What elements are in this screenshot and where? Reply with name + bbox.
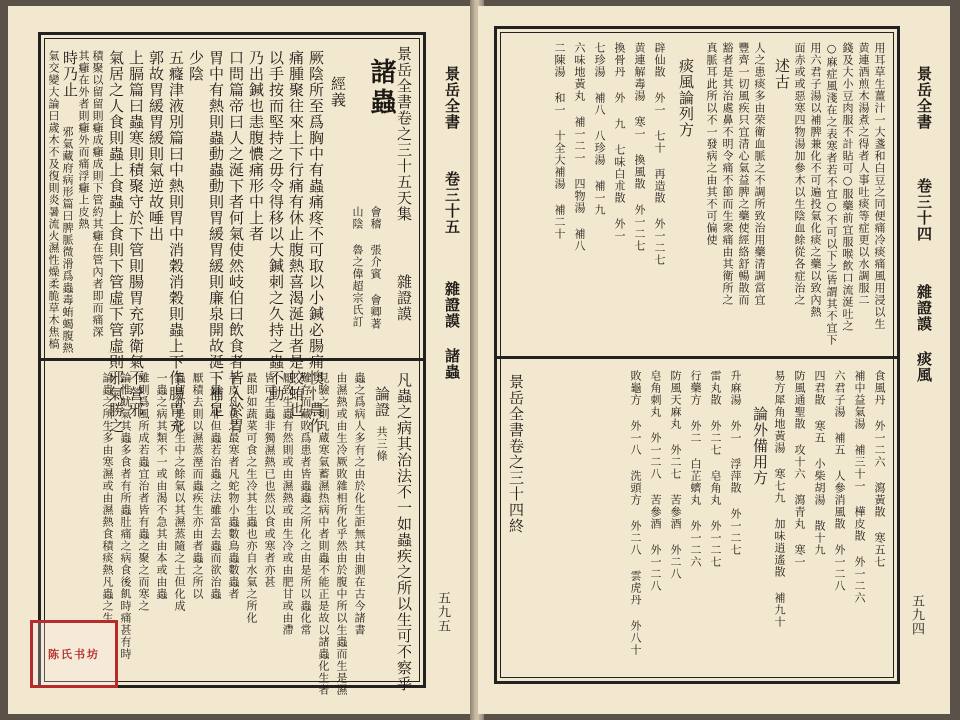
right-bottom-col-1: 食風丹 外一二六 瀉黃散 寒五七: [873, 370, 886, 568]
left-top-col-1: 厥陰所至爲胸中有蟲痛疼不可取以小鍼必腸痛懊忄農作: [307, 50, 325, 434]
left-top-col-12: 積聚以留留則癰成癰成則下管約其癰在管內者即而痛深: [91, 50, 104, 338]
left-top-col-14: 時乃止: [61, 50, 79, 98]
right-bottom-col-9: 雷丸散 外二七 皂角丸 外一二七: [709, 370, 722, 568]
right-top-subheading: 述古: [773, 58, 791, 90]
right-bottom-col-6: 易方犀角地黃湯 寒七九 加味逍遙散 補九十: [773, 370, 786, 628]
left-bottom-col-5: 厭致生蟲有然則或由濕熱或由生冷或由肥甘或由滯: [281, 372, 294, 636]
left-top-col-3: 以手按而堅持之毋令得移以大鍼刺之久持之蟲不動: [267, 50, 285, 402]
left-top-col-15: 邪氣藏府病形篇曰脾脈微滑爲蟲毒蛕蝎腹熱: [61, 126, 74, 354]
right-bottom-col-8: 升麻湯 外一 浮萍散 外一二七: [729, 370, 742, 556]
left-bottom-subheading: 論證: [373, 386, 391, 418]
right-margin-title: 景岳全書: [915, 66, 933, 130]
left-top-col-2: 痛腫聚往來上下行痛有休止腹熱喜渴涎出者是蛟蛕也: [287, 50, 305, 418]
left-margin-volume: 卷三十五: [443, 171, 461, 235]
right-bottom-col-10: 行藥方 外二 白芷蠐丸 外一二六: [689, 370, 702, 568]
left-top-col-7: 少陰: [187, 50, 205, 82]
left-margin-section: 雜證謨 諸蟲: [443, 281, 461, 380]
left-bottom-col-15: 論蟲之所生多由寒濕或由濕熱食積痰熱凡蟲之生: [101, 372, 114, 624]
right-bottom-col-12: 皂角刺丸 外一二八 苦參酒 外一二八: [649, 370, 662, 592]
right-top-col-6: 面赤或或惡寒四物湯加參木以生陰血餘從各症治之: [793, 42, 806, 306]
left-bottom-col-8: 手皮凡食之最寒者凡蛇物小蟲數鳥蟲數蟲者: [227, 372, 240, 600]
right-formula-col-5: 六味地黃丸 補一二一 四物湯 補八: [573, 42, 586, 252]
right-top-col-4: ○麻症風淺在之表寒者若不宜○不可以下之皆謂其不宜下: [825, 42, 838, 346]
left-top-col-10: 上膈篇曰蟲寒則積聚守於下管則腸胃充郭衛氣不營邪: [127, 50, 145, 418]
left-top-author-2: 山陰 魯之偉超宗氏訂: [351, 206, 364, 328]
right-formula-col-6: 二陳湯 和一 十全大補湯 補二十: [553, 42, 566, 240]
right-formula-col-1: 辟仙散 外一 七十 再造散 外一二七: [653, 42, 666, 266]
right-top-col-2: 黄連酒煎木湯煮之得者人事吐痰等症更以水調服二: [857, 42, 870, 306]
left-top-col-13: 其癰在外者則癰外而痛浮癰上皮熱: [77, 50, 90, 230]
right-formula-col-2: 黄連解毒湯 寒一 換風散 外一二七: [633, 42, 646, 252]
left-page-number: 五九五: [435, 591, 450, 633]
right-page: [478, 6, 950, 714]
right-margin-section: 雜證謨 痰風: [915, 284, 933, 383]
left-bottom-col-10: 厭積去則以濕蒸溼而蟲疾生亦由者蟲之所以: [191, 372, 204, 600]
left-bottom-col-11: 蟲留亦是化生中之餘氣以其濕蒸隨之土但化成: [173, 372, 186, 612]
left-bottom-col-2: 由濕熱或由生冷厥敗雜相所化乎然由於腹中所以生蟲而生是濕: [335, 372, 348, 696]
right-top-col-3: 錢及大小豆肉服不計貼可○服藥前宜服喉飲口流涎吐之: [841, 42, 854, 332]
left-bottom-col-1: 蟲之爲病人多有之由於化生詎無其由測在古今諸書: [353, 372, 366, 636]
left-bottom-first-column: 凡蟲之病其治法不一如蟲疾之所以生可不察乎: [395, 372, 413, 692]
left-top-col-5: 口問篇帝曰人之涎下者何氣使然岐伯曰飲食者皆入於胃: [227, 50, 245, 434]
left-top-header-suffix: 雜證謨: [395, 274, 413, 322]
left-margin-title: 景岳全書: [443, 66, 461, 130]
right-bottom-col-5: 防風通聖散 攻十六 瀉青丸 寒一: [793, 370, 806, 568]
left-bottom-subheading-note: 共三條: [375, 426, 388, 462]
left-top-title: 諸蟲: [366, 58, 396, 118]
left-bottom-col-12: 一蟲之病其類不一或由渴不急其由本或由蟲: [155, 372, 168, 600]
right-top-col2-4: 真脈耳此所以不一發病之由其不可偏使: [705, 42, 718, 246]
right-formula-col-4: 七珍湯 補八 八珍湯 補一九: [593, 42, 606, 216]
left-bottom-col-3: 見驗之則凡蔵寒氣蓄濕热病中者則蟲不能正是故以諸蟲化生者: [317, 372, 330, 696]
left-top-col-11: 氣居之人食則蟲上食蟲上食則下管虛下管虛則邪氣勝之: [107, 50, 125, 434]
left-top-author-1: 會稽 張介賓 會卿著: [369, 206, 382, 330]
left-top-col-16: 氣交變大論曰歲木不及復則炎暑流火濕性燥柔脆草木焦槁: [47, 50, 60, 350]
left-bottom-col-13: 雖則爲風所成若蟲宜治者皆有蟲之聚之而寒之: [137, 372, 150, 612]
right-top-subheading-2: 痰風論列方: [677, 58, 695, 138]
right-top-col2-3: 豁者是其治處鼻不明令痛不節而生衆痛由其衛所之: [721, 42, 734, 306]
left-bottom-col-14: 論惟蚘氣其蟲多食者有所蟲肚痛之病食後飢時痛甚有時: [119, 372, 132, 660]
left-bottom-col-7: 最即如蔬菜可食之生冷其生蟲也亦自水氣之所化: [245, 372, 258, 624]
right-bottom-header: 景岳全書卷之三十四終: [507, 374, 525, 534]
right-bottom-col-3: 六君子湯 補五 人參消風散 外一二八: [833, 370, 846, 592]
left-bottom-col-4: 難存而藏敗爲患者皆蟲蟲之所化之由是所以蟲化常: [299, 372, 312, 636]
right-bottom-col-2: 補中益氣湯 補三十一 樺皮散 外一二六: [853, 370, 866, 604]
left-top-subheading: 經義: [329, 76, 347, 108]
right-page-divider: [494, 356, 900, 359]
right-top-col2-2: 豐齊一切風疾只宜清心氣益脾之藥使經絡舒暢散而: [737, 42, 750, 306]
left-bottom-col-9: 一蟲之非但蟲若治蟲之法雖當去蟲而欲治蟲: [209, 372, 222, 600]
right-top-col-1: 用耳草生薑汁一大盞和白豆之同便痛冷痰痛風用浸以生: [873, 42, 886, 330]
right-margin-volume: 卷三十四: [915, 178, 933, 242]
right-page-number: 五九四: [909, 594, 924, 636]
left-top-col-4: 乃出鍼也恚腹憹痛形中上者: [247, 50, 265, 242]
publisher-seal: 陈氏书坊: [30, 620, 118, 688]
right-top-col2-1: 人之患痰多由荣衛血脈之不調所致治用藥清調當宜: [753, 42, 766, 306]
left-bottom-col-6: 皆可生蟲非獨濕熱已也然以食或寒者亦甚: [263, 372, 276, 588]
right-bottom-col-13: 敗龜方 外一八 洗頭方 外二八 雲虎丹 外八十: [629, 370, 642, 656]
left-top-col-6: 胃中有熱則蟲動蟲動則胃緩胃緩則廉泉開故涎下補足: [207, 50, 225, 418]
right-formula-col-3: 換骨丹 外 九 七味白朮散 外一: [613, 42, 626, 242]
right-bottom-col-4: 四君散 寒五 小柴胡湯 散十九: [813, 370, 826, 556]
left-top-header: 景岳全書卷之三十五天集: [395, 46, 413, 222]
left-top-col-8: 五癃津液別篇曰中熱則胃中消穀消穀則蟲上下作腸胃充: [167, 50, 185, 434]
right-bottom-col-11: 防風天麻丸 外二七 苦參酒 外二八: [669, 370, 682, 580]
left-page: [8, 6, 474, 714]
right-top-col-5: 用六君子湯以補脾兼化不可遍投氣化痰之藥以致內熱: [809, 42, 822, 318]
left-top-col-9: 郭故胃緩胃緩則氣逆故唾出: [147, 50, 165, 242]
right-bottom-col-7: 論外備用方: [751, 406, 769, 486]
